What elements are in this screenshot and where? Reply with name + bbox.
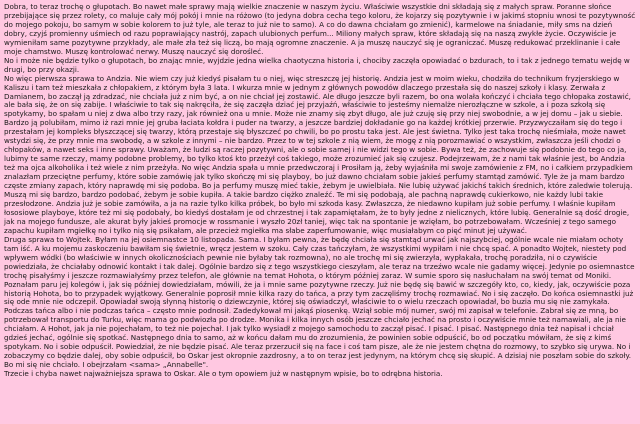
document-body bbox=[4, 3, 636, 379]
paragraph-wojtek: Druga sprawa to Wojtek. Byłam na jej osiemnastce 10 listopada. Sama. I byłam pewna, że będę chciała się stamtąd urwać jak najszybciej, ogólnie wcale nie miałam ochoty tam iść. A ku mojemu zaskoczeniu bawiłam się świetnie, wręcz jestem w szoku. Cały czas tańczyłam, że wszystkimi wypiłam i nie chcę spać. A ponadto Wojtek, niestety pod wpływem wódki (bo właściwie w innych okolicznościach pewnie nie byłaby tak rozmowna), no ale trochę mi się zwierzyła, wypłakała, trochę poradziła, ni o czywiście powiedziała, że chciałaby odnowić kontakt i tak dalej. Ogólnie bardzo się z tego wszystkiego cieszyłam, ale teraz na trzeźwo wcale nie gadamy więcej. Jedynie po osiemnastce trochę pisałyśmy i jeszcze rozmawiałyśmy przez telefon, ale głównie na temat Hohota, o którym później zaraz. W sumie sporo się nasłuchałam na swój temat od Moniki. Poznałam paru jej kolegów i, jak się później dowiedziałam, mówili, że ja i mnie same pozytywne rzeczy. Już nie będę się bawić w szczegóły kto, co, kiedy, jak, oczywiście poza historią Hohota, bo to przypadek wyjątkowy. Generalnie poprosił mnie kilka razy do tańca, a przy tym zaczęliśmy trochę rozmawiać. No i się zaczęło. Do końca osiemnastki już się ode mnie nie odczepił. Opowiadał swoją słynną historię o dziewczynie, której się oświadczył, właściwie to o wielu rzeczach opowiadał, bo buzia mu się nie zamykała. Podczas tańca albo i nie podczas tańca – często mnie podnosił. Zadedykował mi jakąś piosenkę. Wziął sobie mój numer, swój mi zapisał w telefonie. Zabrał się ze mną, bo potrzebował transportu do Turku, więc mama go podwiozła po drodze. Monika i kilka innych osób jeszcze chciało jechać na prosto i oczywiście mnie też namawiali, ale ja nie chciałam. A Hohot, jak ja nie pojechałam, to też nie pojechał. I jak tylko wysiadł z mojego samochodu to zaczął pisać. I pisać. I pisać. Następnego dnia też napisał i chciał gdzieś jechać, ogólnie się spotkać. Następnego dnia to samo, aż w końcu dałam mu do zrozumienia, że powinien sobie odpuścić, bo od początku mówiłam, że się z kimś spotykam. No i sobie odpuścił. Powiedział, że nie będzie pisać. Ale teraz przerzucił się na face i coś tam pisze, ale że nie jestem chętna do rozmowy, to szybko się urywa. No i zobaczymy co będzie dalej, oby sobie odpuścił, bo Oskar jest okropnie zazdrosny, a to on teraz jest jedynym, na którym chcę się skupić. A dzisiaj nie poszłam sobie do szkoły. Bo mi się nie chciało. I obejrzałam <sama> „Annabelle". bbox=[4, 234, 635, 370]
paragraph-oskar: Trzecie i chyba nawet najważniejsza sprawa to Oskar. Ale o tym opowiem już w następnym wpisie, bo to odrębna historia. bbox=[4, 369, 443, 379]
paragraph-not-only-trifles: No i może nie będzie tylko o głupotach, bo znając mnie, wyjdzie jedna wielka chaotyczna historia i, chociby zaczęła opowiadać o bzdurach, to i tak z jednego tematu wejdę w drugi, bo przy okazji. bbox=[4, 55, 630, 74]
paragraph-intro: Dobra, to teraz trochę o głupotach. Bo nawet małe sprawy mają wielkie znaczenie w naszym życiu. Właściwie wszystkie dni składają się z małych spraw. Poranne słońce przebijające się przez rolety, co maluje cały mój pokój i mnie na różowo (to jedyna dobra cecha tego koloru, że kojarzy się pozytywnie i w jakimś stopniu wnosi te pozytywność do mojego pokoju, bo samym w sobie kolorem to już tyle, ale teraz to już nie to samo). A co do dawna chciałam go zmienić), karmelowe na śniadanie, miły sms na dzień dobry, czyjś promienny uśmiech od razu poprawiający nastrój, zapach ulubionych perfum... Miliony małych spraw, które składają się na naszą zwykłe życie. Oczywiście je wymieniłam same pozytywne przykłady, ale małe zła też się liczą, bo mają ogromne znaczenie. A ja muszę nauczyć się je ograniczać. Muszę redukować przeklinanie i całe moje chamstwo. Muszę kontrolować nerwy. Muszę nauczyć się dorośleć. bbox=[4, 2, 636, 56]
paragraph-andzia: No więc pierwsza sprawa to Andzia. Nie wiem czy już kiedyś pisałam tu o niej, więc streszczę jej historię. Andzia jest w moim wieku, chodziła do technikum fryzjerskiego w Kaliszu i tam też mieszkała z chłopakiem, z którym była 3 lata. I wkurza mnie w jednym z głównych powodów dlaczego przestała się do naszej szkoły i klasy. Zerwała z Damianem, bo zaczął ją zdradzać, nie chciała już z nim być, a on nie chciał jej zostawić. Ale długo jeszcze byli razem, bo ona wolała kończyć i chciała tego chłopaka zostawić, ale bała się, że on się zabije. I właściwie to tak się nakręciła, że się zaczęła dziać jej przyjaźń, właściwie to jesteśmy niemalże nierozłączne w szkole, a i poza szkołą się spotykamy, bo spałam u niej z dwa albo trzy razy, jak również ona u mnie. Może nie znamy się zbyt długo, ale już czuję się przy niej swobodnie, a w jej domu – jak u siebie. Bardzo ją polubiłam, mimo iż razi mnie jej gruba łaciata kołdra i puder na twarzy, a jeszcze bardziej dokładanie go na każdej krótkiej przerwie. Przyzwyczaiłam się do tego i przestałam jej kompleks błyszczącej się twarzy, którą przestaje się błyszczeć po chwili, bo po prostu taka jest. Ale jest świetna. Tylko jest taka trochę nieśmiała, może nawet wstydzi się, że przy mnie ma swobodę, a w szkole z innymi – nie bardzo. Przez to w tej szkole z nią wiem, że mogę z nią porozmawiać o wszystkim, zwłaszcza jeśli chodzi o chłopaków, a nawet seks i inne sprawy. Uważam, że ludzi są raczej pozytywni, ale o sobie samej i nie widzi tego w sobie. Bywa też, że zachowuje się podobnie do tego co ja, lubimy te same rzeczy, mamy podobne problemy, bo tylko ktoś kto przeżył coś takiego, może zrozumieć jak się czujesz. Podejrzewam, że z nami tak właśnie jest, bo Andzia też ma ojca alkoholika i też wiele z nim przeżyła. No więc Andzia spała u mnie przedwczoraj i Prosiłam ją, żeby wyjaśniła mi swoje zamówienie z FM, no i całkiem przypadkiem znalazłam przeciętne perfumy, które sobie zamówię jak tylko skończę mi się playboy, bo już dawno chciałam sobie jakieś perfumy stamtąd zamówić. Tyle że ja mam bardzo częste zmiany zapach, który naprawdę mi się podoba. Bo ja perfumy muszę mieć takie, żebym je uwielbiała. Nie lubię używać jakichś takich średnich, które zaledwie tolerują. Muszą mi się bardzo, bardzo podobać, żebym je sobie kupiła. A takie bardzo ciężko znaleźć. Te mi się podobają, ale pachną naprawdę cukierkowo, nie każdy lubi takie przesłodzone. Andzia już je sobie zamówiła, a ja na razie tylko kilka próbek, bo było mi szkoda kasy. Zwłaszcza, że niedawno kupiłam już sobie perfumy. I właśnie kupiłam łososiowe playboye, które też mi się podobały, bo kiedyś dostałam je od chrzestnej i tak zapamiętałam, że to były jedne z nielicznych, które lubię. Generalnie są dość drogie, jak na mojego fundusze, ale akurat były jakieś promocje w rossmanie i wyszło 20zł taniej, więc tak na spontanie je wzięłam, bo potrzebowałam. Wcześniej z tego samego zapachu kupiłam mgiełkę no i tylko nią się psikałam, ale przecież mgiełka ma słabe zaperfumowanie, więc musiałabym co pięć minut jej używać. bbox=[4, 73, 633, 235]
